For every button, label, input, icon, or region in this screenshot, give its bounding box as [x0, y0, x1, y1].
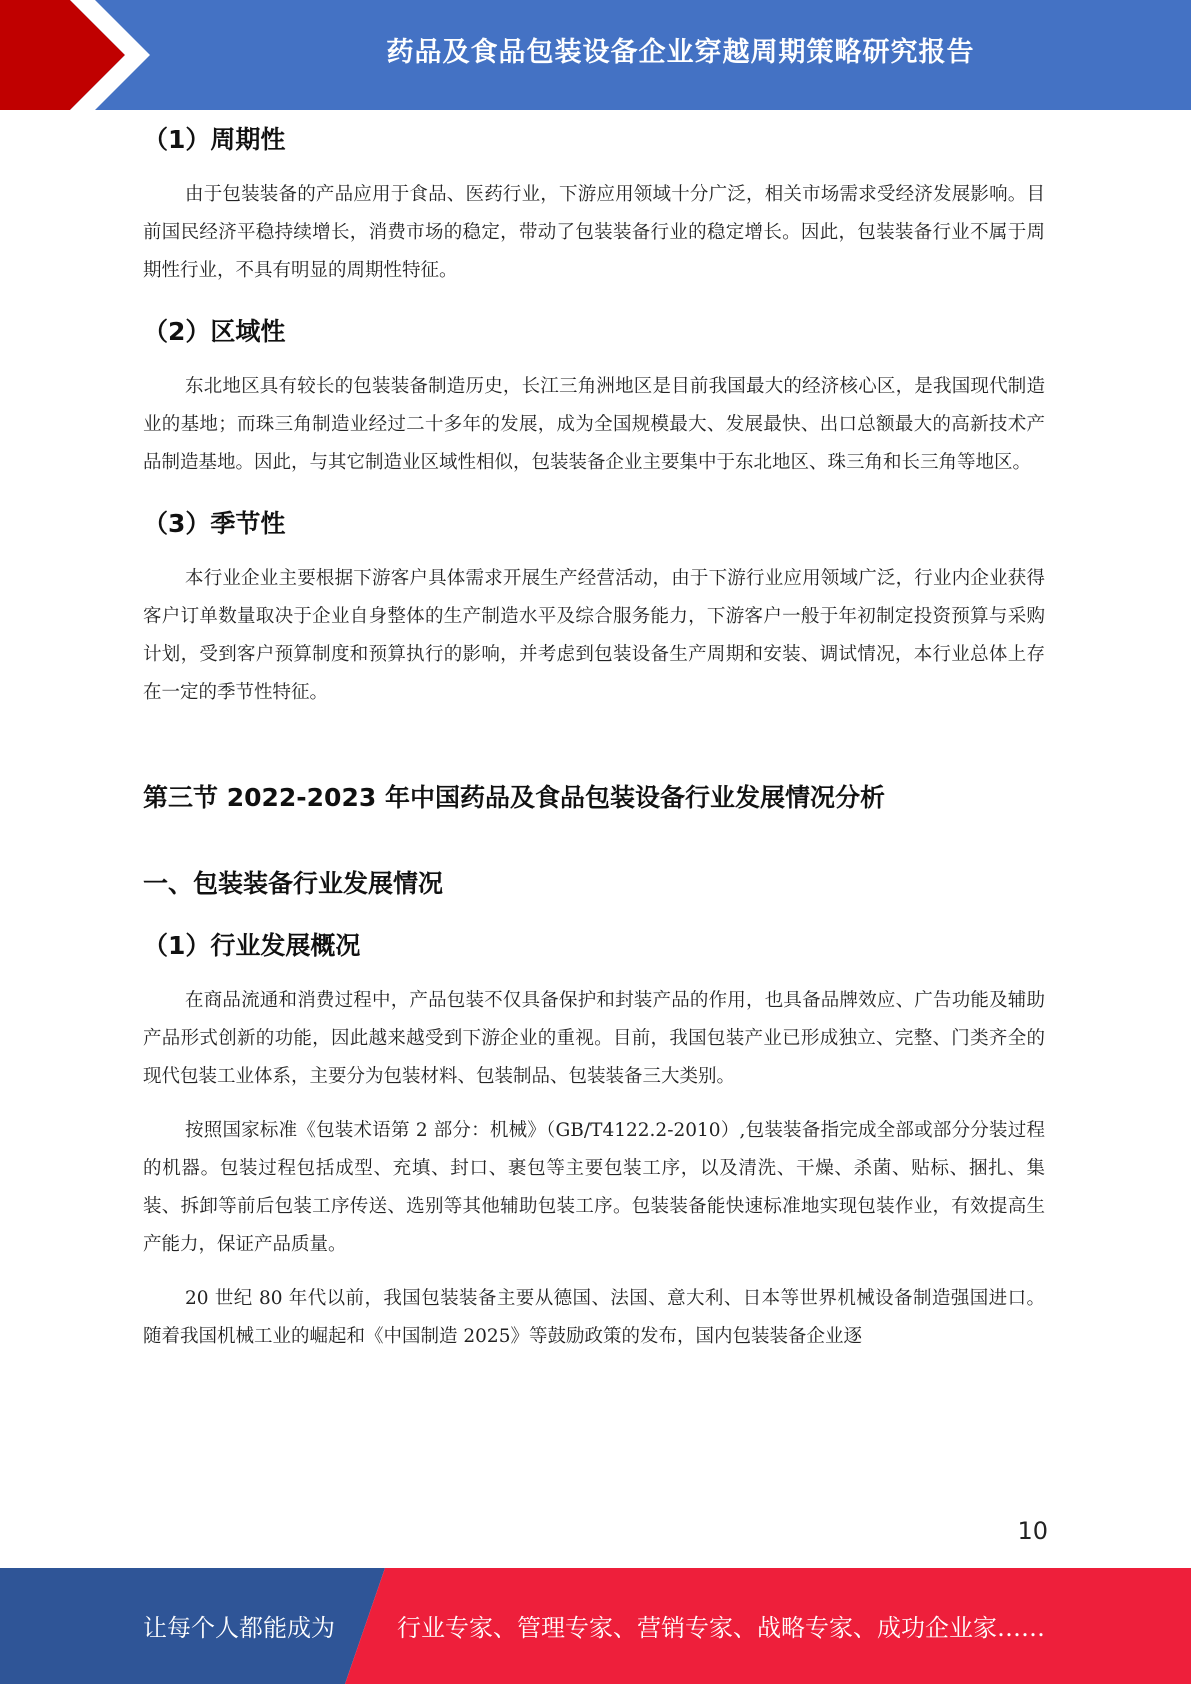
report-title: 药品及食品包装设备企业穿越周期策略研究报告: [386, 37, 975, 68]
page-number: 10: [1017, 1517, 1048, 1545]
footer-slogan-left: 让每个人都能成为: [143, 1614, 335, 1642]
section-three-title: 第三节 2022-2023 年中国药品及食品包装设备行业发展情况分析: [143, 783, 885, 812]
paragraph-overview-3: 20 世纪 80 年代以前，我国包装装备主要从德国、法国、意大利、日本等世界机械设备制造强国进口。随着我国机械工业的崛起和《中国制造 2025》等鼓励政策的发布，国内包装装备企业逐: [143, 1288, 1045, 1347]
heading-cyclical: （1）周期性: [143, 125, 286, 154]
footer-slogan-right: 行业专家、管理专家、营销专家、战略专家、成功企业家……: [397, 1614, 1045, 1642]
subsection-title: 一、包装装备行业发展情况: [143, 869, 444, 898]
heading-industry-overview: （1）行业发展概况: [143, 931, 361, 960]
heading-regional: （2）区域性: [143, 317, 286, 346]
heading-seasonal: （3）季节性: [143, 509, 286, 538]
paragraph-regional: 东北地区具有较长的包装装备制造历史，长江三角洲地区是目前我国最大的经济核心区，是我国现代制造业的基地；而珠三角制造业经过二十多年的发展，成为全国规模最大、发展最快、出口总额最大的高新技术产品制造基地。因此，与其它制造业区域性相似，包装装备企业主要集中于东北地区、珠三角和长三角等地区。: [143, 376, 1045, 473]
paragraph-seasonal: 本行业企业主要根据下游客户具体需求开展生产经营活动，由于下游行业应用领域广泛，行业内企业获得客户订单数量取决于企业自身整体的生产制造水平及综合服务能力，下游客户一般于年初制定投资预算与采购计划，受到客户预算制度和预算执行的影响，并考虑到包装设备生产周期和安装、调试情况，本行业总体上存在一定的季节性特征。: [143, 568, 1045, 703]
paragraph-cyclical: 由于包装装备的产品应用于食品、医药行业，下游应用领域十分广泛，相关市场需求受经济发展影响。目前国民经济平稳持续增长，消费市场的稳定，带动了包装装备行业的稳定增长。因此，包装装备行业不属于周期性行业，不具有明显的周期性特征。: [143, 184, 1045, 281]
paragraph-overview-1: 在商品流通和消费过程中，产品包装不仅具备保护和封装产品的作用，也具备品牌效应、广告功能及辅助产品形式创新的功能，因此越来越受到下游企业的重视。目前，我国包装产业已形成独立、完整、门类齐全的现代包装工业体系，主要分为包装材料、包装制品、包装装备三大类别。: [143, 990, 1045, 1087]
header-banner: [0, 0, 1191, 110]
footer-banner: [0, 1568, 1191, 1684]
paragraph-overview-2: 按照国家标准《包装术语第 2 部分：机械》（GB/T4122.2-2010）,包装装备指完成全部或部分分装过程的机器。包装过程包括成型、充填、封口、裹包等主要包装工序，以及清洗、干燥、杀菌、贴标、捆扎、集装、拆卸等前后包装工序传送、选别等其他辅助包装工序。包装装备能快速标准地实现包装作业，有效提高生产能力，保证产品质量。: [143, 1120, 1045, 1255]
page-content: [143, 120, 1045, 1356]
